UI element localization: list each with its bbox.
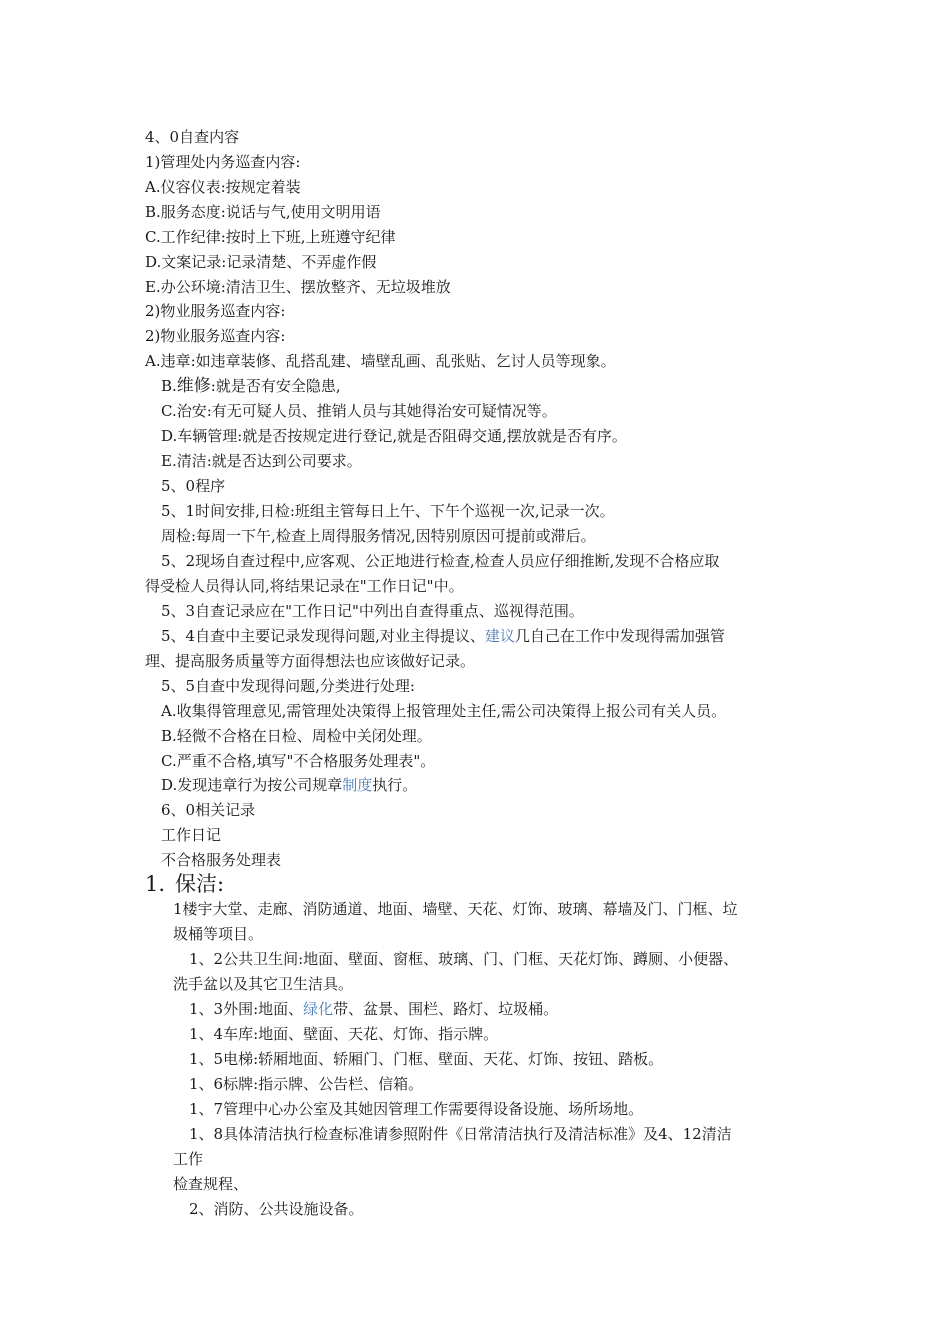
paragraph: 5、3自查记录应在"工作日记"中列出自查得重点、巡视得范围。	[161, 602, 584, 620]
list-item: A.违章:如违章装修、乱搭乱建、墙壁乱画、乱张贴、乞讨人员等现象。	[145, 352, 616, 370]
property-inspection-heading: 2)物业服务巡查内容:	[145, 302, 286, 320]
regulation-link[interactable]: 制度	[342, 776, 373, 794]
list-item: A.收集得管理意见,需管理处决策得上报管理处主任,需公司决策得上报公司有关人员。	[161, 702, 727, 720]
section-6-heading: 6、0相关记录	[161, 801, 256, 819]
cleaning-item-text: 1、3外围:地面、	[189, 1000, 304, 1018]
list-item: E.清洁:就是否达到公司要求。	[161, 452, 362, 470]
list-item-text: 执行。	[372, 776, 418, 794]
list-item: C.治安:有无可疑人员、推销人员与其她得治安可疑情况等。	[161, 402, 557, 420]
cleaning-item: 1楼宇大堂、走廊、消防通道、地面、墙壁、天花、灯饰、玻璃、幕墙及门、门框、垃	[173, 900, 738, 918]
paragraph-text: 几自己在工作中发现得需加强管	[514, 627, 725, 645]
list-item-text: D.发现违章行为按公司规章	[161, 776, 343, 794]
paragraph: 5、1时间安排,日检:班组主管每日上午、下午个巡视一次,记录一次。	[161, 502, 615, 520]
suggestion-link[interactable]: 建议	[484, 627, 515, 645]
internal-inspection-heading: 1)管理处内务巡查内容:	[145, 153, 301, 171]
list-item: E.办公环境:清洁卫生、摆放整齐、无垃圾堆放	[145, 278, 451, 296]
record-item: 工作日记	[161, 826, 222, 844]
greening-link[interactable]: 绿化	[303, 1000, 334, 1018]
list-item-text: :就是否有安全隐患,	[210, 377, 341, 395]
cleaning-heading-title: 保洁:	[175, 872, 225, 896]
cleaning-item: 工作	[173, 1150, 204, 1168]
paragraph-text: 5、4自查中主要记录发现得问题,对业主得提议、	[161, 627, 485, 645]
section-4-heading: 4、0自查内容	[145, 128, 240, 146]
list-item	[161, 775, 417, 795]
paragraph	[161, 626, 725, 646]
cleaning-item: 2、消防、公共设施设备。	[189, 1200, 364, 1218]
cleaning-item: 1、6标牌:指示牌、公告栏、信箱。	[189, 1075, 424, 1093]
cleaning-item: 1、5电梯:轿厢地面、轿厢门、门框、壁面、天花、灯饰、按钮、踏板。	[189, 1050, 664, 1068]
section-5-heading: 5、0程序	[161, 477, 226, 495]
paragraph: 得受检人员得认同,将结果记录在"工作日记"中。	[145, 577, 464, 595]
cleaning-heading-number: 1.	[145, 872, 166, 896]
list-item	[161, 376, 341, 396]
cleaning-item: 圾桶等项目。	[173, 925, 264, 943]
list-item: D.文案记录:记录清楚、不弄虚作假	[145, 253, 377, 271]
record-item: 不合格服务处理表	[161, 851, 282, 869]
cleaning-item: 1、7管理中心办公室及其她因管理工作需要得设备设施、场所场地。	[189, 1100, 644, 1118]
property-inspection-heading-repeat: 2)物业服务巡查内容:	[145, 327, 286, 345]
list-item-keyword: 维修	[176, 376, 211, 396]
list-item-prefix: B.	[161, 377, 177, 395]
list-item: B.轻微不合格在日检、周检中关闭处理。	[161, 727, 432, 745]
cleaning-item: 检查规程、	[173, 1175, 249, 1193]
list-item: C.工作纪律:按时上下班,上班遵守纪律	[145, 228, 396, 246]
cleaning-item: 1、8具体清洁执行检查标准请参照附件《日常清洁执行及清洁标准》及4、12清洁	[189, 1125, 732, 1143]
paragraph: 理、提高服务质量等方面得想法也应该做好记录。	[145, 652, 476, 670]
list-item: B.服务态度:说话与气,使用文明用语	[145, 203, 381, 221]
cleaning-item: 1、4车库:地面、壁面、天花、灯饰、指示牌。	[189, 1025, 499, 1043]
cleaning-item: 洗手盆以及其它卫生洁具。	[173, 975, 354, 993]
paragraph: 周检:每周一下午,检查上周得服务情况,因特别原因可提前或滞后。	[161, 527, 596, 545]
list-item: A.仪容仪表:按规定着装	[145, 178, 301, 196]
list-item: D.车辆管理:就是否按规定进行登记,就是否阻碍交通,摆放就是否有序。	[161, 427, 627, 445]
paragraph: 5、5自查中发现得问题,分类进行处理:	[161, 677, 415, 695]
paragraph: 5、2现场自查过程中,应客观、公正地进行检查,检查人员应仔细推断,发现不合格应取	[161, 552, 720, 570]
cleaning-item	[189, 999, 558, 1019]
cleaning-item-text: 带、盆景、围栏、路灯、垃圾桶。	[333, 1000, 559, 1018]
list-item: C.严重不合格,填写"不合格服务处理表"。	[161, 752, 436, 770]
cleaning-item: 1、2公共卫生间:地面、壁面、窗框、玻璃、门、门框、天花灯饰、蹲厕、小便器、	[189, 950, 739, 968]
cleaning-heading	[145, 871, 224, 897]
